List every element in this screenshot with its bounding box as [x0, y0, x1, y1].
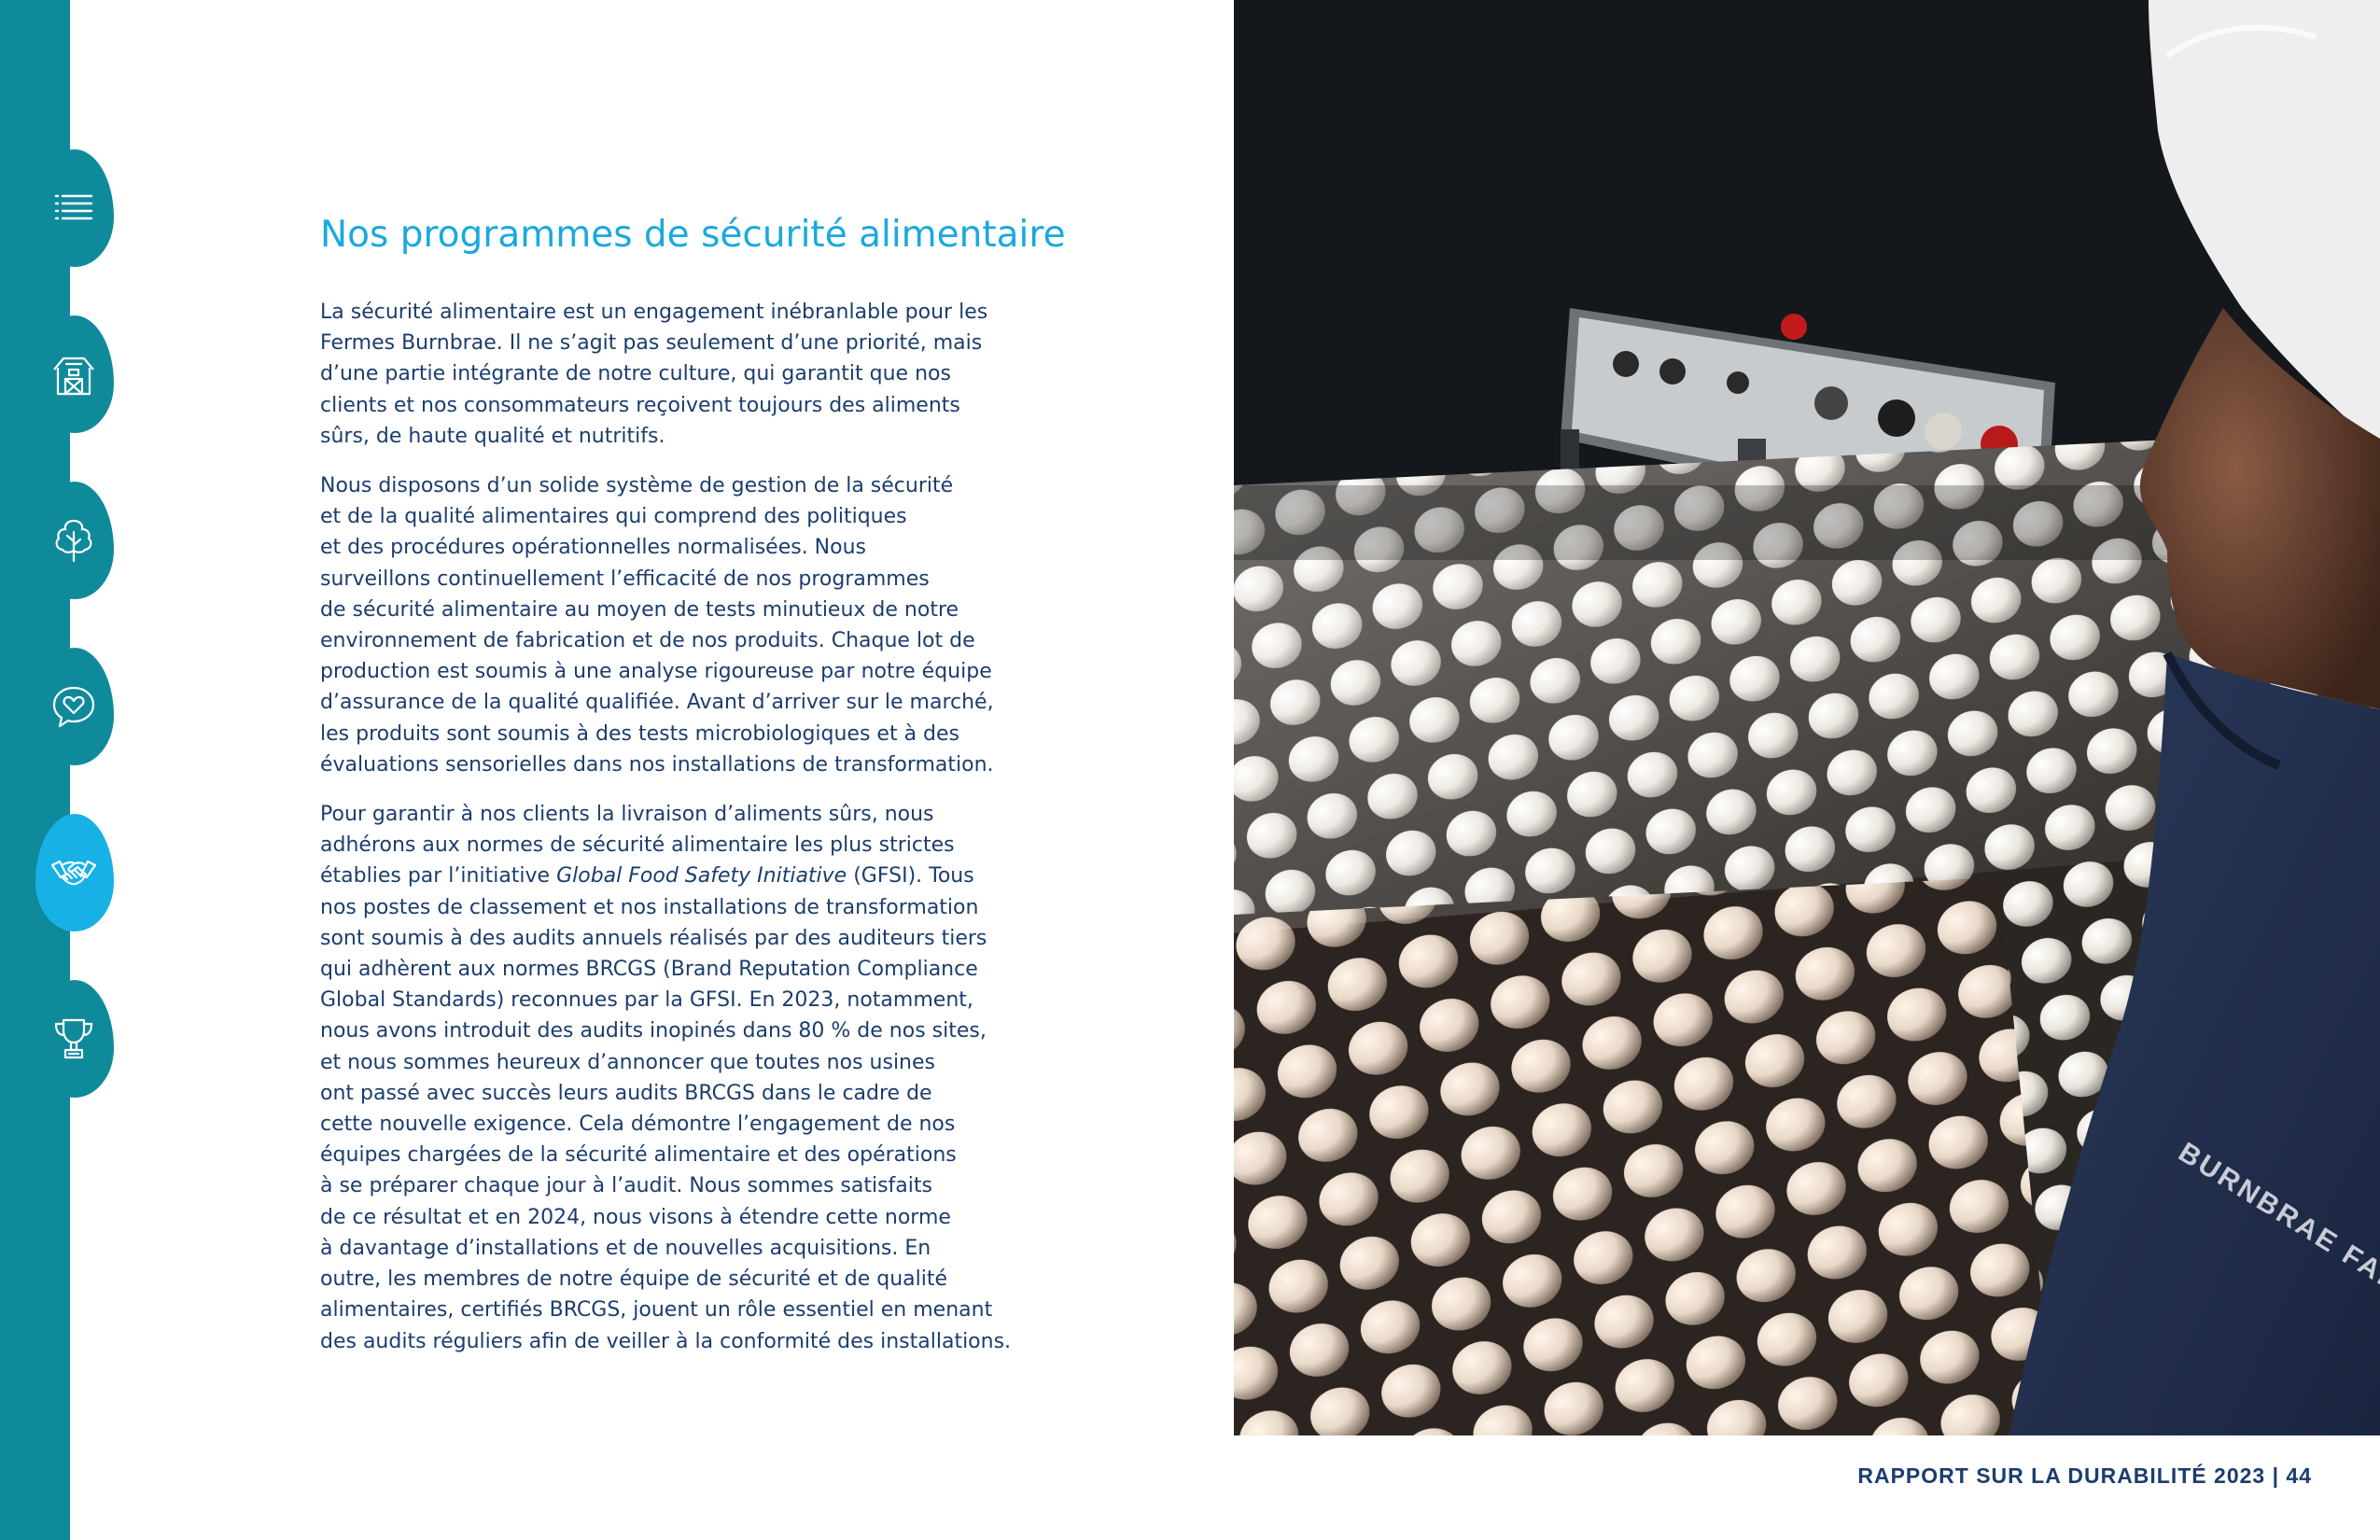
tree-icon — [50, 517, 97, 564]
nav-partnerships[interactable] — [35, 814, 114, 931]
paragraph-intro: La sécurité alimentaire est un engagement inébranlable pour les Fermes Burnbrae. Il ne s’agit pas seulement d’une priorité, mais d’une partie intégrante de notre culture, qui garantit que nos clients et nos consommateurs reçoivent toujours des aliments sûrs, de haute qualité et nutritifs. — [320, 301, 988, 448]
handshake-icon — [50, 849, 97, 896]
article — [320, 211, 1066, 1376]
gfsi-name: Global Food Safety Initiative — [556, 864, 847, 889]
heart-chat-icon — [50, 683, 97, 730]
nav-contents[interactable] — [35, 149, 114, 267]
nav-recognition[interactable] — [35, 980, 114, 1098]
paragraph-text: (GFSI). Tous nos postes de classement et nos installations de transformation sont soumis à des audits annuels réalisés par des auditeurs tiers qui adhèrent aux normes BRCGS (Brand Reputation Compliance Global Standards) reconnues par la GFSI. En 2023, notamment, nous avons introduit des audits inopinés dans 80 % de nos sites, et nous sommes heureux d’annoncer que toutes nos usines ont passé avec succès leurs audits BRCGS dans le cadre de cette nouvelle exigence. Cela démontre l’engagement de nos équipes chargées de la sécurité alimentaire et des opérations à se préparer chaque jour à l’audit. Nous sommes satisfaits de ce résultat et en 2024, nous visons à étendre cette norme à davantage d’installations et de nouvelles acquisitions. En outre, les membres de notre équipe de sécurité et de qualité alimentaires, certifiés BRCGS, jouent un rôle essentiel en menant des audits réguliers afin de veiller à la conformité des installations. — [320, 864, 1012, 1353]
page-footer: RAPPORT SUR LA DURABILITÉ 2023 | 44 — [1857, 1463, 2312, 1488]
page-title: Nos programmes de sécurité alimentaire — [320, 214, 1066, 256]
list-icon — [50, 185, 97, 231]
nav-community[interactable] — [35, 648, 114, 765]
nav-farm[interactable] — [35, 315, 114, 433]
paragraph-gfsi-audits — [320, 799, 1029, 1357]
trophy-icon — [50, 1015, 97, 1062]
nav-environment[interactable] — [35, 482, 114, 599]
paragraph-text: Pour garantir à nos clients la livraison d’aliments sûrs, nous adhérons aux normes de sécurité alimentaire les plus strictes établies par l’initiative — [320, 803, 955, 889]
egg-inspection-photo — [1234, 0, 2380, 1435]
barn-icon — [50, 351, 97, 398]
paragraph-management-system: Nous disposons d’un solide système de gestion de la sécurité et de la qualité alimentaires qui comprend des politiques et des procédures opérationnelles normalisées. Nous surveillons continuellement l’efficacité de nos programmes de sécurité alimentaire au moyen de tests minutieux de notre environnement de fabrication et de nos produits. Chaque lot de production est soumis à une analyse rigoureuse par notre équipe d’assurance de la qualité qualifiée. Avant d’arriver sur le marché, les produits sont soumis à des tests microbiologiques et à des évaluations sensorielles dans nos installations de transformation. — [320, 474, 994, 777]
